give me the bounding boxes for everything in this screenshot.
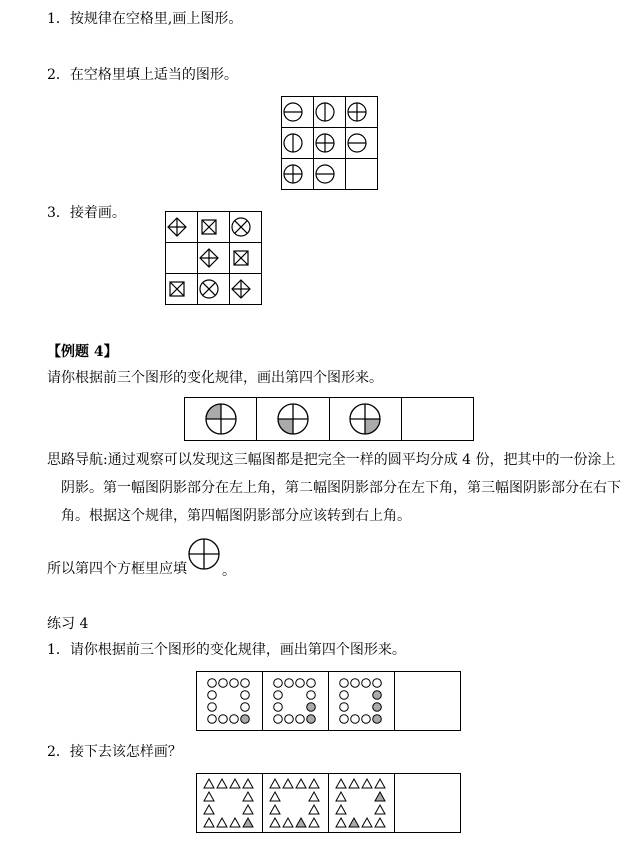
example-heading: 【例题 4】: [47, 344, 118, 360]
practice-circles-frame-3: [329, 672, 395, 730]
practice-heading: 练习 4: [47, 616, 89, 632]
practice-triangles-frame-1: [197, 774, 263, 832]
quarter-circle-top-left-icon: [204, 402, 238, 436]
circle-horizontal-line-icon: [282, 101, 304, 123]
circle-horizontal-line-icon: [314, 163, 336, 185]
square-x-icon: [230, 247, 252, 269]
practice-p2-text: 接下去该怎样画？: [69, 744, 182, 760]
q1-number: 1．: [47, 11, 70, 27]
q2-grid: [281, 96, 378, 190]
q3-empty-cell[interactable]: [166, 243, 198, 274]
practice-circles-frame-1: [197, 672, 263, 730]
q2-line: [47, 65, 238, 85]
practice-circles-strip: [196, 671, 461, 731]
example-answer-prefix: 所以第四个方框里应填: [47, 561, 187, 577]
circle-x-icon: [198, 278, 220, 300]
practice-p2-line: [47, 742, 182, 762]
quarter-circle-bottom-right-icon: [348, 402, 382, 436]
example-frame-3: [330, 398, 402, 440]
example-strip: [184, 397, 474, 441]
circle-cross-icon: [346, 101, 368, 123]
square-x-icon: [166, 278, 188, 300]
circle-x-icon: [230, 216, 252, 238]
circle-vertical-line-icon: [314, 101, 336, 123]
q1-text: 按规律在空格里,画上图形。: [69, 11, 243, 27]
triangle-ring-pattern-3: [332, 776, 392, 830]
diamond-cross-icon: [198, 247, 220, 269]
q2-number: 2．: [47, 67, 70, 83]
example-frame-2: [257, 398, 329, 440]
practice-circles-frame-2: [263, 672, 329, 730]
q1-line: [47, 9, 242, 29]
example-hint-line3: 角。根据这个规律，第四幅图阴影部分应该转到右上角。: [61, 508, 411, 524]
diamond-cross-icon: [166, 216, 188, 238]
circle-cross-icon: [314, 132, 336, 154]
example-empty-frame[interactable]: [402, 398, 473, 440]
triangle-ring-pattern-1: [200, 776, 260, 830]
circle-cross-icon: [282, 163, 304, 185]
example-hint-line1: 思路导航:通过观察可以发现这三幅图都是把完全一样的圆平均分成 4 份，把其中的一份涂上: [47, 452, 616, 468]
example-frame-1: [185, 398, 257, 440]
practice-p1-number: 1．: [47, 642, 70, 658]
example-answer-suffix: 。: [222, 563, 236, 579]
practice-triangles-frame-3: [329, 774, 395, 832]
q2-empty-cell[interactable]: [346, 159, 378, 190]
circle-ring-pattern-3: [334, 675, 390, 727]
practice-circles-empty-frame[interactable]: [395, 672, 460, 730]
q3-grid: [165, 211, 262, 305]
circle-horizontal-line-icon: [346, 132, 368, 154]
q3-text: 接着画。: [69, 205, 126, 221]
circle-vertical-line-icon: [282, 132, 304, 154]
practice-triangles-strip: [196, 773, 461, 833]
practice-p2-number: 2．: [47, 744, 70, 760]
practice-triangles-frame-2: [263, 774, 329, 832]
q3-line: [47, 203, 126, 223]
q2-text: 在空格里填上适当的图形。: [69, 67, 238, 83]
example-question: 请你根据前三个图形的变化规律，画出第四个图形来。: [47, 370, 383, 386]
circle-ring-pattern-2: [268, 675, 324, 727]
square-x-icon: [198, 216, 220, 238]
quarter-circle-bottom-left-icon: [276, 402, 310, 436]
example-hint-line2: 阴影。第一幅图阴影部分在左上角，第二幅图阴影部分在左下角，第三幅图阴影部分在右下: [61, 480, 621, 496]
practice-p1-text: 请你根据前三个图形的变化规律，画出第四个图形来。: [69, 642, 406, 658]
circle-ring-pattern-1: [202, 675, 258, 727]
practice-p1-line: [47, 640, 406, 660]
q3-number: 3．: [47, 205, 70, 221]
diamond-cross-icon: [230, 278, 252, 300]
triangle-ring-pattern-2: [266, 776, 326, 830]
quarter-circle-top-right-answer-icon: [187, 537, 221, 571]
practice-triangles-empty-frame[interactable]: [395, 774, 460, 832]
